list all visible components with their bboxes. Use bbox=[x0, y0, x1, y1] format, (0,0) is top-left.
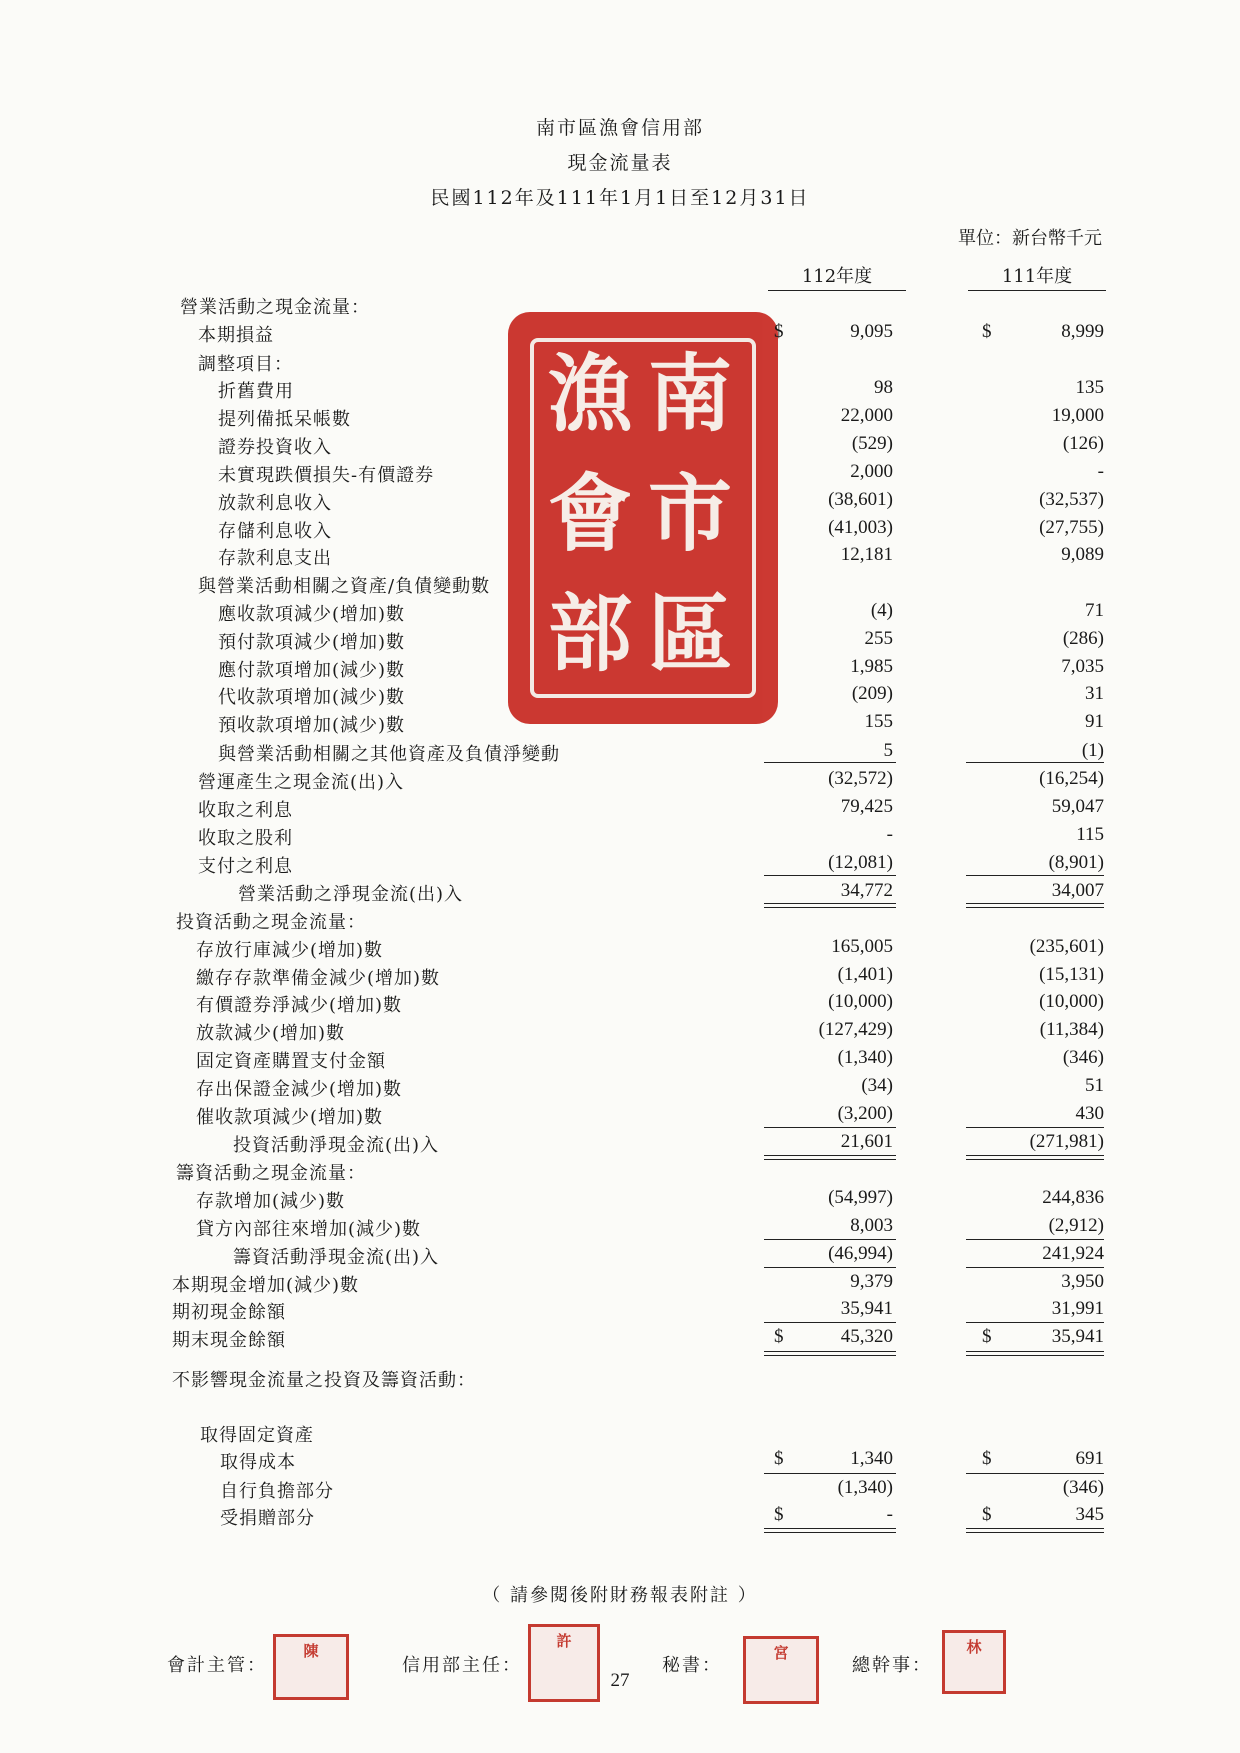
value-current-year: - bbox=[886, 1504, 893, 1525]
value-prior-year: 3,950 bbox=[1061, 1271, 1104, 1292]
row-label: 貸方內部往來增加(減少)數 bbox=[196, 1219, 422, 1240]
table-row bbox=[0, 933, 1240, 960]
row-label: 放款利息收入 bbox=[218, 493, 332, 514]
value-prior-year: (346) bbox=[1062, 1477, 1104, 1498]
rule bbox=[764, 1239, 896, 1240]
row-label: 調整項目： bbox=[198, 354, 293, 375]
table-row bbox=[0, 486, 1240, 513]
value-current-year: (32,572) bbox=[828, 768, 893, 789]
rule bbox=[966, 1473, 1104, 1474]
value-prior-year: (346) bbox=[1062, 1047, 1104, 1068]
table-row bbox=[0, 877, 1240, 904]
row-label: 存放行庫減少(增加)數 bbox=[196, 940, 384, 961]
value-prior-year: 91 bbox=[1085, 711, 1104, 732]
row-label: 不影響現金流量之投資及籌資活動： bbox=[172, 1370, 476, 1391]
double-rule bbox=[966, 1532, 1104, 1533]
value-current-year: (46,994) bbox=[828, 1243, 893, 1264]
value-prior-year: 9,089 bbox=[1061, 544, 1104, 565]
secretary-seal: 宮 bbox=[743, 1636, 819, 1704]
double-rule bbox=[966, 1351, 1104, 1352]
row-label: 與營業活動相關之資產/負債變動數 bbox=[198, 576, 491, 597]
row-label: 折舊費用 bbox=[218, 381, 294, 402]
row-label: 提列備抵呆帳數 bbox=[218, 409, 351, 430]
rule bbox=[764, 1127, 896, 1128]
value-prior-year: (286) bbox=[1062, 628, 1104, 649]
rule bbox=[764, 1267, 896, 1268]
value-current-year: 1,985 bbox=[850, 656, 893, 677]
double-rule bbox=[966, 1355, 1104, 1356]
currency-sign: $ bbox=[982, 1504, 992, 1525]
seal-char: 漁 bbox=[548, 344, 633, 443]
row-label: 投資活動淨現金流(出)入 bbox=[233, 1135, 440, 1156]
double-rule bbox=[764, 1532, 896, 1533]
value-current-year: (10,000) bbox=[828, 991, 893, 1012]
table-row bbox=[0, 793, 1240, 820]
table-row bbox=[0, 597, 1240, 624]
row-label: 應收款項減少(增加)數 bbox=[218, 604, 406, 625]
rule bbox=[966, 1239, 1104, 1240]
value-prior-year: (32,537) bbox=[1039, 489, 1104, 510]
row-label: 催收款項減少(增加)數 bbox=[196, 1107, 384, 1128]
table-row bbox=[0, 737, 1240, 764]
row-label: 營業活動之現金流量： bbox=[180, 297, 370, 318]
currency-sign: $ bbox=[982, 321, 992, 342]
table-row bbox=[0, 1100, 1240, 1127]
row-label: 代收款項增加(減少)數 bbox=[218, 687, 406, 708]
double-rule bbox=[966, 903, 1104, 904]
table-row bbox=[0, 653, 1240, 680]
row-label: 未實現跌價損失-有價證券 bbox=[218, 465, 435, 486]
table-row bbox=[0, 374, 1240, 401]
table-row bbox=[0, 1418, 1240, 1445]
value-prior-year: 59,047 bbox=[1051, 796, 1104, 817]
row-label: 籌資活動淨現金流(出)入 bbox=[233, 1247, 440, 1268]
value-current-year: 34,772 bbox=[840, 880, 893, 901]
value-current-year: 22,000 bbox=[840, 405, 893, 426]
rule bbox=[966, 1267, 1104, 1268]
value-prior-year: 8,999 bbox=[1061, 321, 1104, 342]
double-rule bbox=[966, 1155, 1104, 1156]
table-row bbox=[0, 625, 1240, 652]
value-current-year: (54,997) bbox=[828, 1187, 893, 1208]
table-row bbox=[0, 988, 1240, 1015]
value-prior-year: 244,836 bbox=[1042, 1187, 1104, 1208]
value-prior-year: (126) bbox=[1062, 433, 1104, 454]
value-prior-year: 31 bbox=[1085, 683, 1104, 704]
row-label: 存款增加(減少)數 bbox=[196, 1191, 346, 1212]
value-current-year: (1,340) bbox=[837, 1477, 893, 1498]
value-current-year: 9,379 bbox=[850, 1271, 893, 1292]
signature-secretary-label: 秘書： bbox=[662, 1655, 722, 1676]
row-label: 存款利息支出 bbox=[218, 548, 332, 569]
value-current-year: 165,005 bbox=[831, 936, 893, 957]
currency-unit: 單位：新台幣千元 bbox=[958, 228, 1102, 249]
table-row bbox=[0, 765, 1240, 792]
statement-title: 現金流量表 bbox=[567, 152, 673, 174]
rule bbox=[966, 1322, 1104, 1323]
row-label: 支付之利息 bbox=[198, 856, 293, 877]
value-prior-year: (11,384) bbox=[1039, 1019, 1104, 1040]
value-prior-year: (16,254) bbox=[1039, 768, 1104, 789]
value-current-year: (1,340) bbox=[837, 1047, 893, 1068]
table-row bbox=[0, 347, 1240, 374]
table-row bbox=[0, 1212, 1240, 1239]
row-label: 放款減少(增加)數 bbox=[196, 1023, 346, 1044]
signature-credit-dept-label: 信用部主任： bbox=[402, 1655, 522, 1676]
table-row bbox=[0, 708, 1240, 735]
table-row bbox=[0, 1268, 1240, 1295]
value-current-year: 1,340 bbox=[850, 1448, 893, 1469]
value-prior-year: (15,131) bbox=[1039, 964, 1104, 985]
page-number: 27 bbox=[610, 1670, 630, 1691]
row-label: 證券投資收入 bbox=[218, 437, 332, 458]
value-current-year: (209) bbox=[851, 683, 893, 704]
table-row bbox=[0, 402, 1240, 429]
value-current-year: 12,181 bbox=[840, 544, 893, 565]
footnote: （ 請參閱後附財務報表附註 ） bbox=[482, 1585, 758, 1606]
row-label: 取得成本 bbox=[220, 1452, 296, 1473]
double-rule bbox=[764, 1528, 896, 1529]
seal-char: 會 bbox=[548, 464, 633, 563]
row-label: 收取之利息 bbox=[198, 800, 293, 821]
signature-gm-label: 總幹事： bbox=[852, 1655, 932, 1676]
row-label: 有價證券淨減少(增加)數 bbox=[196, 995, 403, 1016]
value-prior-year: (10,000) bbox=[1039, 991, 1104, 1012]
value-current-year: 8,003 bbox=[850, 1215, 893, 1236]
gm-seal: 林 bbox=[942, 1630, 1006, 1694]
rule bbox=[764, 1473, 896, 1474]
row-label: 收取之股利 bbox=[198, 828, 293, 849]
double-rule bbox=[966, 907, 1104, 908]
table-row bbox=[0, 1044, 1240, 1071]
value-prior-year: 7,035 bbox=[1061, 656, 1104, 677]
currency-sign: $ bbox=[982, 1448, 992, 1469]
value-prior-year: - bbox=[1097, 461, 1104, 482]
table-row bbox=[0, 318, 1240, 345]
value-current-year: (41,003) bbox=[828, 517, 893, 538]
table-row bbox=[0, 430, 1240, 457]
rule bbox=[764, 875, 896, 876]
row-label: 存出保證金減少(增加)數 bbox=[196, 1079, 403, 1100]
value-current-year: 45,320 bbox=[840, 1326, 893, 1347]
row-label: 預收款項增加(減少)數 bbox=[218, 715, 406, 736]
value-prior-year: 51 bbox=[1085, 1075, 1104, 1096]
seal-char: 部 bbox=[548, 584, 633, 683]
row-label: 投資活動之現金流量： bbox=[176, 912, 366, 933]
table-row bbox=[0, 961, 1240, 988]
row-label: 與營業活動相關之其他資產及負債淨變動 bbox=[218, 744, 560, 765]
double-rule bbox=[764, 1155, 896, 1156]
value-prior-year: (235,601) bbox=[1029, 936, 1104, 957]
table-row bbox=[0, 1128, 1240, 1155]
table-row bbox=[0, 1184, 1240, 1211]
value-prior-year: (8,901) bbox=[1048, 852, 1104, 873]
value-current-year: 98 bbox=[874, 377, 893, 398]
table-row bbox=[0, 569, 1240, 596]
table-row bbox=[0, 1323, 1240, 1350]
row-label: 應付款項增加(減少)數 bbox=[218, 660, 406, 681]
table-row bbox=[0, 290, 1240, 317]
value-current-year: 5 bbox=[883, 740, 893, 761]
value-prior-year: (1) bbox=[1081, 740, 1104, 761]
double-rule bbox=[764, 903, 896, 904]
value-prior-year: 31,991 bbox=[1051, 1298, 1104, 1319]
row-label: 自行負擔部分 bbox=[220, 1481, 334, 1502]
noncash-heading bbox=[0, 1363, 1240, 1390]
double-rule bbox=[764, 1159, 896, 1160]
value-current-year: 255 bbox=[864, 628, 893, 649]
row-label: 本期現金增加(減少)數 bbox=[172, 1275, 360, 1296]
accounting-seal: 陳 bbox=[273, 1634, 349, 1700]
double-rule bbox=[966, 1159, 1104, 1160]
row-label: 營業活動之淨現金流(出)入 bbox=[238, 884, 464, 905]
value-prior-year: 430 bbox=[1075, 1103, 1104, 1124]
rule bbox=[966, 1127, 1104, 1128]
seal-char: 南 bbox=[648, 344, 733, 443]
table-row bbox=[0, 1501, 1240, 1528]
table-row bbox=[0, 514, 1240, 541]
double-rule bbox=[764, 907, 896, 908]
value-current-year: 2,000 bbox=[850, 461, 893, 482]
table-row bbox=[0, 458, 1240, 485]
seal-char: 市 bbox=[648, 464, 733, 563]
table-row bbox=[0, 1016, 1240, 1043]
value-current-year: 9,095 bbox=[850, 321, 893, 342]
value-current-year: (1,401) bbox=[837, 964, 893, 985]
table-row bbox=[0, 821, 1240, 848]
org-name: 南市區漁會信用部 bbox=[535, 117, 704, 139]
rule bbox=[764, 762, 896, 763]
column-header-prior: 111年度 bbox=[968, 262, 1106, 291]
row-label: 存儲利息收入 bbox=[218, 521, 332, 542]
value-prior-year: (2,912) bbox=[1048, 1215, 1104, 1236]
row-label: 預付款項減少(增加)數 bbox=[218, 632, 406, 653]
value-prior-year: 691 bbox=[1075, 1448, 1104, 1469]
currency-sign: $ bbox=[774, 1448, 784, 1469]
statement-period: 民國112年及111年1月1日至12月31日 bbox=[430, 187, 810, 209]
value-current-year: 155 bbox=[864, 711, 893, 732]
value-current-year: (3,200) bbox=[837, 1103, 893, 1124]
value-prior-year: 19,000 bbox=[1051, 405, 1104, 426]
seal-char: 區 bbox=[648, 584, 733, 683]
value-current-year: 21,601 bbox=[840, 1131, 893, 1152]
value-current-year: 79,425 bbox=[840, 796, 893, 817]
value-prior-year: (27,755) bbox=[1039, 517, 1104, 538]
table-row bbox=[0, 1474, 1240, 1501]
table-row bbox=[0, 905, 1240, 932]
table-row bbox=[0, 1240, 1240, 1267]
table-row bbox=[0, 1445, 1240, 1472]
signature-accounting-label: 會計主管： bbox=[167, 1655, 267, 1676]
currency-sign: $ bbox=[774, 1326, 784, 1347]
rule bbox=[966, 875, 1104, 876]
row-label: 期末現金餘額 bbox=[172, 1330, 286, 1351]
value-prior-year: 35,941 bbox=[1051, 1326, 1104, 1347]
row-label: 營運產生之現金流(出)入 bbox=[198, 772, 405, 793]
table-row bbox=[0, 680, 1240, 707]
table-row bbox=[0, 1156, 1240, 1183]
table-row bbox=[0, 849, 1240, 876]
credit-dept-seal: 許 bbox=[528, 1624, 600, 1702]
row-label: 繳存存款準備金減少(增加)數 bbox=[196, 968, 441, 989]
row-label: 固定資產購置支付金額 bbox=[196, 1051, 386, 1072]
value-prior-year: 241,924 bbox=[1042, 1243, 1104, 1264]
double-rule bbox=[764, 1351, 896, 1352]
column-header-current: 112年度 bbox=[768, 262, 906, 291]
double-rule bbox=[966, 1528, 1104, 1529]
rule bbox=[764, 1322, 896, 1323]
rule bbox=[966, 762, 1104, 763]
double-rule bbox=[764, 1355, 896, 1356]
value-prior-year: (271,981) bbox=[1029, 1131, 1104, 1152]
row-label: 籌資活動之現金流量： bbox=[176, 1163, 366, 1184]
row-label: 期初現金餘額 bbox=[172, 1302, 286, 1323]
row-label: 受捐贈部分 bbox=[220, 1508, 315, 1529]
value-current-year: (34) bbox=[861, 1075, 893, 1096]
value-current-year: (529) bbox=[851, 433, 893, 454]
value-current-year: (127,429) bbox=[818, 1019, 893, 1040]
currency-sign: $ bbox=[982, 1326, 992, 1347]
table-row bbox=[0, 1295, 1240, 1322]
currency-sign: $ bbox=[774, 321, 784, 342]
value-current-year: (4) bbox=[870, 600, 893, 621]
row-label: 取得固定資產 bbox=[200, 1425, 314, 1446]
value-prior-year: 71 bbox=[1085, 600, 1104, 621]
value-current-year: - bbox=[886, 824, 893, 845]
value-current-year: (38,601) bbox=[828, 489, 893, 510]
currency-sign: $ bbox=[774, 1504, 784, 1525]
row-label: 本期損益 bbox=[198, 325, 274, 346]
value-prior-year: 345 bbox=[1075, 1504, 1104, 1525]
value-prior-year: 115 bbox=[1076, 824, 1104, 845]
value-prior-year: 34,007 bbox=[1051, 880, 1104, 901]
table-row bbox=[0, 1072, 1240, 1099]
table-row bbox=[0, 541, 1240, 568]
value-prior-year: 135 bbox=[1075, 377, 1104, 398]
value-current-year: 35,941 bbox=[840, 1298, 893, 1319]
value-current-year: (12,081) bbox=[828, 852, 893, 873]
